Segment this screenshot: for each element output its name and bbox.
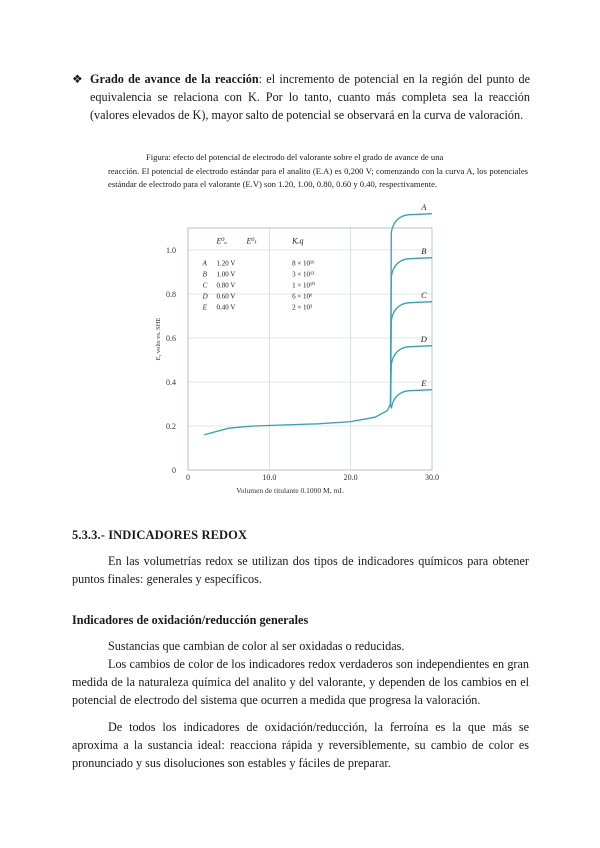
x-axis-label: Volumen de titulante 0.1000 M, mL [236, 486, 344, 495]
curve-label-C: C [421, 289, 427, 300]
paragraph-1-text: En las volumetrías redox se utilizan dos tipos de indicadores químicos para obtener puntos finales: generales y específicos. [72, 554, 529, 586]
x-tick-label: 30.0 [425, 473, 439, 482]
x-tick-label: 20.0 [343, 473, 358, 482]
table-row-curve: A [202, 259, 207, 268]
curve-label-E: E [421, 377, 427, 388]
table-row-k: 3 × 10¹³ [292, 270, 315, 279]
bullet-heading: Grado de avance de la reacción [90, 72, 259, 86]
curve-label-B: B [421, 245, 427, 256]
table-header: E⁰ₐ [216, 236, 227, 246]
table-row-k: 2 × 10³ [292, 303, 313, 312]
paragraph-1 [72, 552, 529, 588]
diamond-bullet-icon: ❖ [72, 72, 83, 86]
caption-line-1: Figura: efecto del potencial de electrodo del valorante sobre el grado de avance de una [146, 152, 444, 162]
paragraph-4-text: De todos los indicadores de oxidación/reducción, la ferroína es la que más se aproxima a la sustancia ideal: reacciona rápida y reversiblemente, su cambio de color es pronunciado y sus disoluciones son estables y fáciles de preparar. [72, 720, 529, 770]
table-row-k: 1 × 10¹⁰ [292, 281, 315, 290]
table-row-e0: 1.20 V [216, 259, 236, 268]
paragraph-4 [72, 718, 529, 772]
table-row-curve: D [202, 292, 208, 301]
table-row-e0: 0.40 V [216, 303, 236, 312]
table-row-k: 6 × 10⁶ [292, 292, 313, 301]
paragraph-3 [72, 655, 529, 709]
table-row-curve: C [202, 281, 208, 290]
y-tick-label: 0.2 [166, 422, 176, 431]
table-row-curve: B [202, 270, 207, 279]
subsection-heading: Indicadores de oxidación/reducción generales [72, 613, 309, 627]
y-tick-label: 0.8 [166, 290, 176, 299]
table-row-e0: 1.00 V [216, 270, 236, 279]
table-header: E⁰ₜ [246, 236, 257, 246]
y-tick-label: 1.0 [166, 246, 176, 255]
caption-rest: reacción. El potencial de electrodo estándar para el analito (E.A) es 0,200 V; comenzando con la curva A, los potenciales estándar de electrodo para el valorante (E.V) son 1.20, 1.00, 0.80, 0.60 y 0.40, respectivamente. [108, 165, 528, 189]
table-row-e0: 0.80 V [216, 281, 236, 290]
table-header: Kₑq [292, 236, 304, 246]
curve-label-D: D [420, 333, 427, 344]
titration-chart [150, 201, 450, 498]
table-row-k: 8 × 10¹⁶ [292, 259, 315, 268]
paragraph-2-text: Sustancias que cambian de color al ser oxidadas o reducidas. [108, 639, 405, 653]
section-heading: 5.3.3.- INDICADORES REDOX [72, 528, 248, 542]
bullet-text: : el incremento de potencial en la región del punto de equivalencia se relaciona con K. Por lo tanto, cuanto más completa sea la reacción (valores elevados de K), mayor salto de potencial se observará en la curva de valoración. [90, 72, 530, 122]
paragraph-2 [72, 637, 529, 655]
y-tick-label: 0.6 [166, 334, 176, 343]
y-tick-label: 0.4 [166, 378, 176, 387]
y-axis-label: E, volts vs. SHE [155, 317, 162, 361]
x-tick-label: 0 [186, 473, 190, 482]
bullet-paragraph [72, 70, 530, 124]
curve-label-A: A [421, 201, 427, 212]
table-row-e0: 0.60 V [216, 292, 236, 301]
y-tick-label: 0 [172, 466, 176, 475]
figure-caption [108, 151, 528, 192]
chart-svg [150, 201, 450, 498]
x-tick-label: 10.0 [262, 473, 277, 482]
paragraph-3-text: Los cambios de color de los indicadores redox verdaderos son independientes en gran medida de la naturaleza química del analito y del valorante, y dependen de los cambios en el potencial de electrodo del sistema que ocurren a medida que progresa la valoración. [72, 657, 529, 707]
table-row-curve: E [202, 303, 207, 312]
